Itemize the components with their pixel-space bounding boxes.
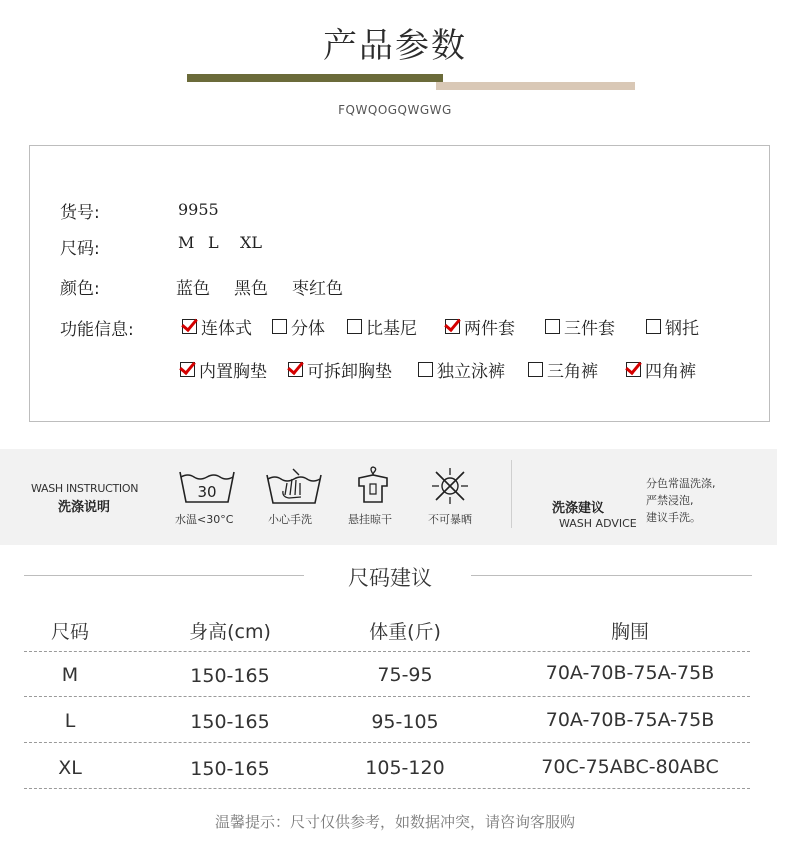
wash-caption: 不可暴晒 <box>428 513 472 526</box>
no-sun-icon <box>430 466 470 506</box>
feature-label: 功能信息: <box>60 320 134 340</box>
wash-advice-line: 分色常温洗涤, <box>646 477 716 490</box>
table-cell: 70A-70B-75A-75B <box>545 662 715 684</box>
hang-dry-icon <box>355 466 391 506</box>
size-title-rule-right <box>471 575 752 576</box>
table-cell: 95-105 <box>371 711 439 733</box>
item-no-label: 货号: <box>60 203 100 223</box>
wash-advice-line: 建议手洗。 <box>646 511 701 524</box>
feature-option-label: 连体式 <box>201 319 252 339</box>
size-value-xl: XL <box>240 233 263 252</box>
color-label: 颜色: <box>60 279 100 299</box>
feature-option <box>528 357 598 382</box>
page-title: 产品参数 <box>323 26 467 66</box>
table-divider <box>24 651 750 652</box>
size-section-title: 尺码建议 <box>348 566 432 590</box>
checkbox-checked-icon <box>445 319 460 334</box>
footer-tip: 温馨提示：尺寸仅供参考，如数据冲突，请咨询客服购 <box>214 813 575 831</box>
feature-option-label: 钢托 <box>665 319 699 339</box>
color-value-black: 黑色 <box>234 279 268 299</box>
feature-option-label: 可拆卸胸垫 <box>307 362 392 382</box>
checkbox-empty-icon <box>528 362 543 377</box>
table-cell: 70A-70B-75A-75B <box>545 709 715 731</box>
size-label: 尺码: <box>60 239 100 259</box>
checkbox-checked-icon <box>288 362 303 377</box>
page-subtitle: FQWQOGQWGWG <box>338 103 452 117</box>
feature-option <box>445 314 515 339</box>
wash-title-cn: 洗涤说明 <box>58 500 111 515</box>
feature-option-label: 四角裤 <box>645 362 696 382</box>
table-cell: 75-95 <box>377 664 433 686</box>
wash-advice-title-en: WASH ADVICE <box>559 517 637 530</box>
checkbox-empty-icon <box>272 319 287 334</box>
checkbox-checked-icon <box>180 362 195 377</box>
feature-option-label: 内置胸垫 <box>199 362 267 382</box>
wash-caption: 水温<30°C <box>175 513 234 526</box>
wash-advice-title-cn: 洗涤建议 <box>552 501 605 516</box>
feature-option <box>288 357 392 382</box>
color-value-blue: 蓝色 <box>176 279 210 299</box>
size-title-rule-left <box>24 575 304 576</box>
feature-option-label: 三件套 <box>564 319 615 339</box>
feature-option <box>182 314 252 339</box>
table-cell: 150-165 <box>190 758 270 780</box>
checkbox-empty-icon <box>646 319 661 334</box>
size-table-header: 胸围 <box>610 621 649 643</box>
checkbox-empty-icon <box>545 319 560 334</box>
wash-title-en: WASH INSTRUCTION <box>31 482 139 495</box>
checkbox-empty-icon <box>418 362 433 377</box>
table-divider <box>24 742 750 743</box>
wash-advice-line: 严禁浸泡, <box>646 494 694 507</box>
table-cell: L <box>64 710 76 732</box>
checkbox-empty-icon <box>347 319 362 334</box>
feature-option-label: 比基尼 <box>366 319 417 339</box>
feature-option <box>180 357 267 382</box>
size-value-l: L <box>208 233 219 252</box>
checkbox-checked-icon <box>182 319 197 334</box>
wash-divider <box>511 460 512 528</box>
feature-option <box>418 357 505 382</box>
feature-option <box>626 357 696 382</box>
feature-option <box>646 314 699 339</box>
wash-30-icon <box>178 468 236 506</box>
feature-option-label: 分体 <box>291 319 325 339</box>
wash-caption: 悬挂晾干 <box>348 513 392 526</box>
table-cell: 105-120 <box>365 757 445 779</box>
feature-option <box>545 314 615 339</box>
title-underline-olive <box>187 74 443 82</box>
title-underline-beige <box>436 82 635 90</box>
table-cell: 70C-75ABC-80ABC <box>541 756 719 778</box>
size-table-header: 身高(cm) <box>189 621 271 643</box>
table-cell: M <box>61 664 79 686</box>
table-divider <box>24 696 750 697</box>
wash-temp-text: 30 <box>197 483 217 501</box>
table-cell: 150-165 <box>190 665 270 687</box>
feature-option <box>347 314 417 339</box>
size-table-header: 体重(斤) <box>369 621 441 643</box>
size-table-header: 尺码 <box>50 621 89 643</box>
feature-option-label: 独立泳裤 <box>437 362 505 382</box>
feature-option-label: 两件套 <box>464 319 515 339</box>
item-no-value: 9955 <box>178 200 219 219</box>
feature-option <box>272 314 325 339</box>
wash-caption: 小心手洗 <box>268 513 312 526</box>
checkbox-checked-icon <box>626 362 641 377</box>
table-divider <box>24 788 750 789</box>
size-value-m: M <box>178 233 195 252</box>
table-cell: 150-165 <box>190 711 270 733</box>
feature-option-label: 三角裤 <box>547 362 598 382</box>
color-value-burgundy: 枣红色 <box>292 279 343 299</box>
table-cell: XL <box>58 757 82 779</box>
hand-wash-icon <box>265 465 323 507</box>
